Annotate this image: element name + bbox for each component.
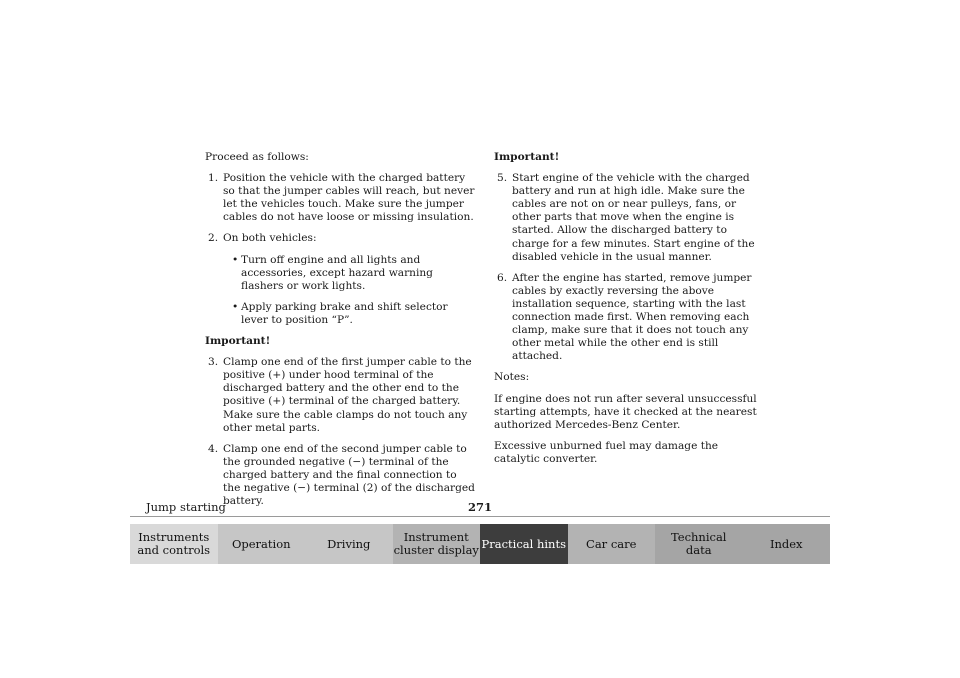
tab-car-care[interactable]: Car care bbox=[568, 524, 656, 564]
step-item bbox=[205, 232, 475, 245]
step-number: 1. bbox=[208, 172, 219, 185]
tab-practical-hints[interactable]: Practical hints bbox=[480, 524, 568, 564]
tab-operation[interactable]: Operation bbox=[218, 524, 306, 564]
left-column bbox=[205, 151, 475, 516]
tab-instruments-and-controls[interactable]: Instruments and controls bbox=[130, 524, 218, 564]
important-heading: Important! bbox=[494, 151, 560, 163]
note-text: Excessive unburned fuel may damage the catalytic converter. bbox=[494, 439, 719, 465]
bullet-item bbox=[223, 301, 475, 327]
step-item bbox=[205, 443, 475, 508]
step-number: 4. bbox=[208, 442, 219, 455]
bullet-text: Apply parking brake and shift selector lever to position “P”. bbox=[241, 300, 448, 326]
step-item bbox=[494, 172, 759, 264]
page-number: 271 bbox=[467, 500, 492, 514]
tab-instrument-cluster-display[interactable]: Instrument cluster display bbox=[393, 524, 481, 564]
step-text: Clamp one end of the second jumper cable to the grounded negative (−) terminal of the charged battery and the final connection to the negative (−) terminal (2) of the discharged battery. bbox=[223, 442, 475, 508]
step-text: On both vehicles: bbox=[223, 232, 317, 245]
step-number: 2. bbox=[208, 232, 219, 245]
step-text: Start engine of the vehicle with the charged battery and run at high idle. Make sure the cables are not on or near pulleys, fans, or other parts that move when the engine is started. Allow the discharged battery to charge for a few minutes. Start engine of the disabled vehicle in the usual manner. bbox=[512, 172, 755, 263]
section-title: Jump starting bbox=[146, 500, 226, 514]
important-heading: Important! bbox=[205, 335, 271, 348]
bullet-icon: • bbox=[232, 253, 239, 266]
tab-driving[interactable]: Driving bbox=[305, 524, 393, 564]
step-text: Position the vehicle with the charged battery so that the jumper cables will reach, but never let the vehicles touch. Make sure the jumper cables do not have loose or missing insulation. bbox=[223, 172, 475, 224]
bullet-icon: • bbox=[232, 300, 239, 313]
step-number: 6. bbox=[497, 271, 508, 284]
right-column bbox=[494, 151, 759, 474]
notes-label: Notes: bbox=[494, 371, 530, 384]
chapter-nav bbox=[130, 524, 830, 564]
tab-technical-data[interactable]: Technical data bbox=[655, 524, 743, 564]
step-item bbox=[205, 356, 475, 435]
bullet-item bbox=[223, 254, 475, 293]
step-item bbox=[494, 272, 759, 364]
bullet-text: Turn off engine and all lights and accessories, except hazard warning flashers or work lights. bbox=[241, 253, 433, 292]
intro-text: Proceed as follows: bbox=[205, 151, 309, 163]
step-text: After the engine has started, remove jumper cables by exactly reversing the above installation sequence, starting with the last connection made first. When removing each clamp, make sure that it does not touch any other metal while the other end is still attached. bbox=[512, 271, 752, 363]
step-text: Clamp one end of the first jumper cable to the positive (+) under hood terminal of the discharged battery and the other end to the positive (+) terminal of the charged battery. Make sure the cable clamps do not touch any other metal parts. bbox=[223, 356, 472, 434]
note-text: If engine does not run after several unsuccessful starting attempts, have it checked at the nearest authorized Mercedes-Benz Center. bbox=[494, 392, 757, 431]
tab-index[interactable]: Index bbox=[743, 524, 831, 564]
step-number: 5. bbox=[497, 172, 508, 185]
step-number: 3. bbox=[208, 356, 219, 369]
footer-divider bbox=[130, 516, 830, 517]
step-item bbox=[205, 172, 475, 224]
